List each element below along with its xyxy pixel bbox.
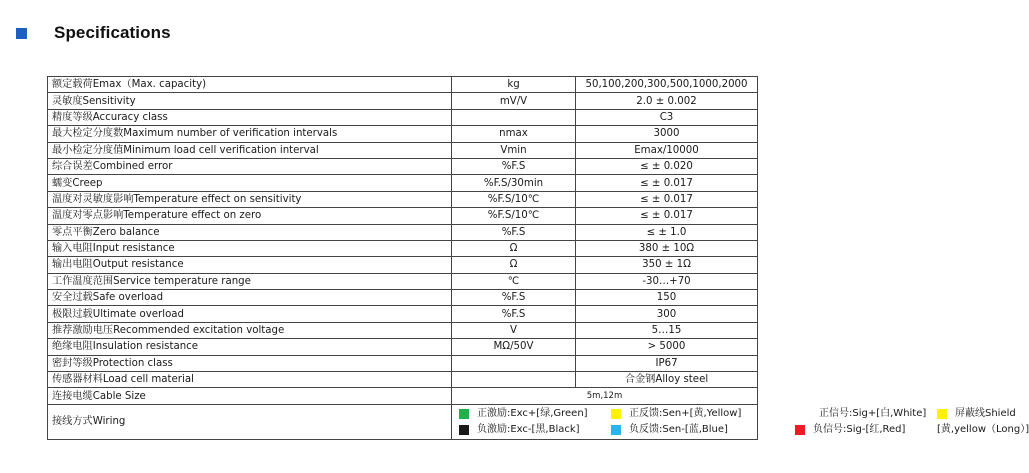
spec-unit: mV/V bbox=[452, 93, 576, 109]
spec-value: ≤ ± 0.017 bbox=[576, 175, 758, 191]
wiring-cell bbox=[452, 404, 1029, 439]
spec-value: > 5000 bbox=[576, 339, 758, 355]
spec-unit: Ω bbox=[452, 257, 576, 273]
table-row bbox=[48, 93, 758, 109]
spec-name: 最小检定分度值Minimum load cell verification interval bbox=[48, 142, 452, 158]
table-row bbox=[48, 109, 758, 125]
spec-unit: %F.S/10℃ bbox=[452, 208, 576, 224]
cable-row bbox=[48, 388, 758, 404]
wiring-sig-neg bbox=[787, 422, 937, 438]
wiring-exc-neg bbox=[459, 422, 611, 438]
spec-value: ≤ ± 1.0 bbox=[576, 224, 758, 240]
wiring-sig-pos bbox=[787, 406, 937, 422]
table-row bbox=[48, 175, 758, 191]
spec-name: 传感器材料Load cell material bbox=[48, 372, 452, 388]
spec-value: IP67 bbox=[576, 355, 758, 371]
spec-value: 50,100,200,300,500,1000,2000 bbox=[576, 77, 758, 93]
cable-name: 连接电缆Cable Size bbox=[48, 388, 452, 404]
spec-name: 精度等级Accuracy class bbox=[48, 109, 452, 125]
spec-unit: ℃ bbox=[452, 273, 576, 289]
spec-name: 绝缘电阻Insulation resistance bbox=[48, 339, 452, 355]
table-row bbox=[48, 339, 758, 355]
spec-name: 密封等级Protection class bbox=[48, 355, 452, 371]
table-row bbox=[48, 257, 758, 273]
table-row bbox=[48, 306, 758, 322]
wiring-exc-pos bbox=[459, 406, 611, 422]
spec-value: 5…15 bbox=[576, 322, 758, 338]
table-row bbox=[48, 290, 758, 306]
spec-value: 合金钢Alloy steel bbox=[576, 372, 758, 388]
wiring-grid bbox=[456, 405, 1029, 439]
spec-name: 最大检定分度数Maximum number of verification intervals bbox=[48, 126, 452, 142]
specifications-table-body bbox=[48, 77, 1029, 440]
spec-value: ≤ ± 0.017 bbox=[576, 191, 758, 207]
wiring-label: 屏蔽线Shield bbox=[955, 408, 1016, 420]
wiring-label: 负反馈:Sen-[蓝,Blue] bbox=[629, 424, 728, 436]
table-row bbox=[48, 240, 758, 256]
wiring-name: 接线方式Wiring bbox=[48, 404, 452, 439]
spec-name: 综合误差Combined error bbox=[48, 158, 452, 174]
spec-value: -30…+70 bbox=[576, 273, 758, 289]
wiring-shield bbox=[937, 406, 1029, 422]
wiring-label: 负激励:Exc-[黑,Black] bbox=[477, 424, 580, 436]
specifications-table bbox=[47, 76, 1029, 440]
spec-value: 380 ± 10Ω bbox=[576, 240, 758, 256]
spec-value: ≤ ± 0.020 bbox=[576, 158, 758, 174]
table-row bbox=[48, 322, 758, 338]
spec-name: 输出电阻Output resistance bbox=[48, 257, 452, 273]
wiring-label: 正反馈:Sen+[黄,Yellow] bbox=[629, 408, 742, 420]
spec-name: 额定载荷Emax（Max. capacity) bbox=[48, 77, 452, 93]
spec-name: 安全过载Safe overload bbox=[48, 290, 452, 306]
spec-value: 350 ± 1Ω bbox=[576, 257, 758, 273]
table-row bbox=[48, 142, 758, 158]
spec-unit: %F.S bbox=[452, 290, 576, 306]
wiring-row bbox=[48, 404, 758, 439]
table-row bbox=[48, 273, 758, 289]
spec-unit bbox=[452, 372, 576, 388]
wiring-label: 正激励:Exc+[绿,Green] bbox=[477, 408, 588, 420]
spec-unit bbox=[452, 109, 576, 125]
cable-value: 5m,12m bbox=[452, 388, 758, 404]
spec-unit: MΩ/50V bbox=[452, 339, 576, 355]
page-title: Specifications bbox=[54, 23, 171, 42]
wiring-label: 正信号:Sig+[白,White] bbox=[819, 408, 927, 420]
wiring-sen-pos bbox=[611, 406, 787, 422]
table-row bbox=[48, 208, 758, 224]
spec-name: 蠕变Creep bbox=[48, 175, 452, 191]
spec-unit: %F.S bbox=[452, 306, 576, 322]
wiring-label: [黄,yellow（Long）] bbox=[937, 424, 1029, 436]
spec-unit: kg bbox=[452, 77, 576, 93]
spec-name: 温度对零点影响Temperature effect on zero bbox=[48, 208, 452, 224]
table-row bbox=[48, 191, 758, 207]
table-row bbox=[48, 158, 758, 174]
spec-value: C3 bbox=[576, 109, 758, 125]
spec-value: 150 bbox=[576, 290, 758, 306]
wiring-label: 负信号:Sig-[红,Red] bbox=[813, 424, 906, 436]
spec-unit bbox=[452, 355, 576, 371]
spec-unit: nmax bbox=[452, 126, 576, 142]
spec-value: Emax/10000 bbox=[576, 142, 758, 158]
spec-name: 极限过载Ultimate overload bbox=[48, 306, 452, 322]
red-swatch-icon bbox=[795, 425, 805, 435]
table-row bbox=[48, 372, 758, 388]
spec-unit: %F.S bbox=[452, 224, 576, 240]
spec-name: 零点平衡Zero balance bbox=[48, 224, 452, 240]
black-swatch-icon bbox=[459, 425, 469, 435]
spec-unit: Ω bbox=[452, 240, 576, 256]
spec-value: 300 bbox=[576, 306, 758, 322]
spec-unit: V bbox=[452, 322, 576, 338]
spec-value: 2.0 ± 0.002 bbox=[576, 93, 758, 109]
yellow-swatch-icon bbox=[611, 409, 621, 419]
table-row bbox=[48, 224, 758, 240]
spec-name: 温度对灵敏度影响Temperature effect on sensitivity bbox=[48, 191, 452, 207]
heading-square-icon bbox=[16, 28, 27, 39]
wiring-sen-neg bbox=[611, 422, 787, 438]
spec-value: 3000 bbox=[576, 126, 758, 142]
table-row bbox=[48, 355, 758, 371]
spec-name: 工作温度范围Service temperature range bbox=[48, 273, 452, 289]
spec-name: 灵敏度Sensitivity bbox=[48, 93, 452, 109]
blue-swatch-icon bbox=[611, 425, 621, 435]
table-row bbox=[48, 77, 758, 93]
section-heading bbox=[16, 22, 171, 44]
wiring-shield-detail bbox=[937, 422, 1029, 438]
spec-unit: %F.S/30min bbox=[452, 175, 576, 191]
spec-unit: %F.S/10℃ bbox=[452, 191, 576, 207]
spec-unit: %F.S bbox=[452, 158, 576, 174]
yellow-swatch-icon bbox=[937, 409, 947, 419]
green-swatch-icon bbox=[459, 409, 469, 419]
spec-name: 推荐激励电压Recommended excitation voltage bbox=[48, 322, 452, 338]
spec-name: 输入电阻Input resistance bbox=[48, 240, 452, 256]
spec-unit: Vmin bbox=[452, 142, 576, 158]
spec-value: ≤ ± 0.017 bbox=[576, 208, 758, 224]
table-row bbox=[48, 126, 758, 142]
